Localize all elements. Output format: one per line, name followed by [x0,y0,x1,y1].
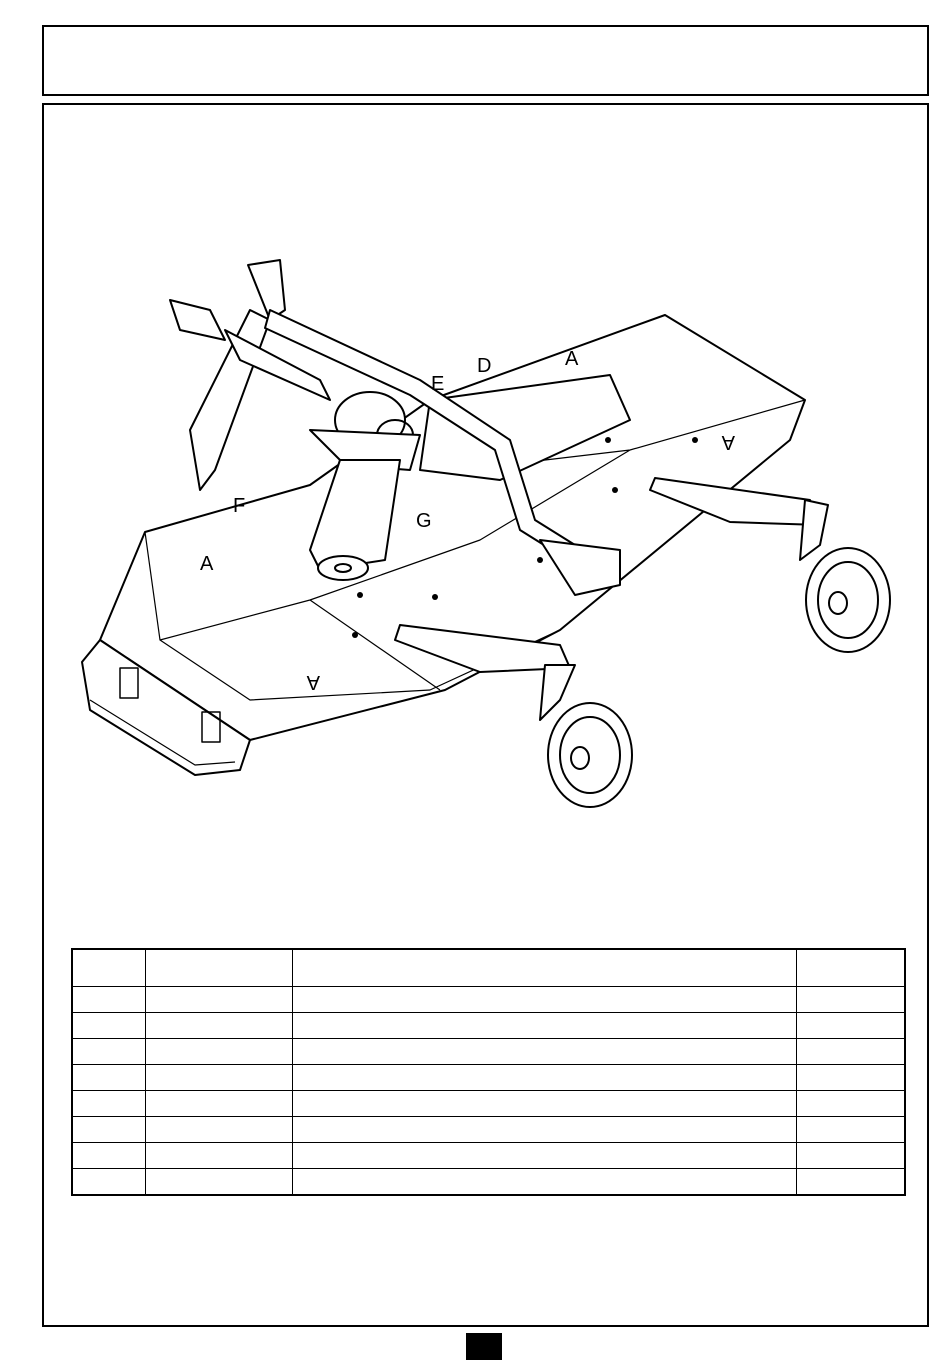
pulley [318,556,368,580]
table-cell [145,1169,292,1196]
diagram-label-g: G [416,510,432,532]
table-header-cell [145,949,292,987]
mower-assembly-diagram [60,240,920,830]
page-number-badge [466,1333,502,1360]
table-cell [796,1013,905,1039]
table-header-cell [292,949,796,987]
table-cell [145,1091,292,1117]
diagram-label-f: F [233,495,246,517]
table-cell [72,1065,145,1091]
wheel-left [540,665,632,807]
table-cell [292,1169,796,1196]
diagram-label-e: E [431,373,445,395]
table-cell [145,1039,292,1065]
table-cell [796,1169,905,1196]
table-row [72,1013,905,1039]
table-cell [292,1143,796,1169]
table-header-row [72,949,905,987]
table-cell [145,987,292,1013]
table-cell [796,1117,905,1143]
table-cell [292,1091,796,1117]
table-cell [796,1039,905,1065]
table-cell [72,1117,145,1143]
table-cell [72,1039,145,1065]
diagram-label-a: A [721,431,735,453]
table-cell [292,1065,796,1091]
table-cell [292,1117,796,1143]
table-cell [72,1013,145,1039]
table-cell [72,987,145,1013]
table-header-cell [796,949,905,987]
mower-deck [100,315,805,740]
table-cell [72,1169,145,1196]
table-row [72,987,905,1013]
diagram-label-a: A [306,671,320,693]
table-row [72,1143,905,1169]
table-cell [796,987,905,1013]
diagram-label-d: D [477,355,492,377]
wheel-right [800,500,890,652]
table-cell [72,1143,145,1169]
table-cell [796,1091,905,1117]
parts-table [71,948,906,1196]
table-cell [145,1117,292,1143]
table-cell [145,1065,292,1091]
table-cell [796,1143,905,1169]
table-cell [796,1065,905,1091]
table-row [72,1065,905,1091]
table-cell [292,1013,796,1039]
table-cell [145,1143,292,1169]
header-box [42,25,929,96]
table-cell [292,987,796,1013]
table-row [72,1117,905,1143]
table-cell [72,1091,145,1117]
table-row [72,1039,905,1065]
diagram-label-a: A [200,553,214,575]
diagram-label-a: A [565,348,579,370]
table-cell [145,1013,292,1039]
table-row [72,1091,905,1117]
table-header-cell [72,949,145,987]
table-cell [292,1039,796,1065]
table-row [72,1169,905,1196]
